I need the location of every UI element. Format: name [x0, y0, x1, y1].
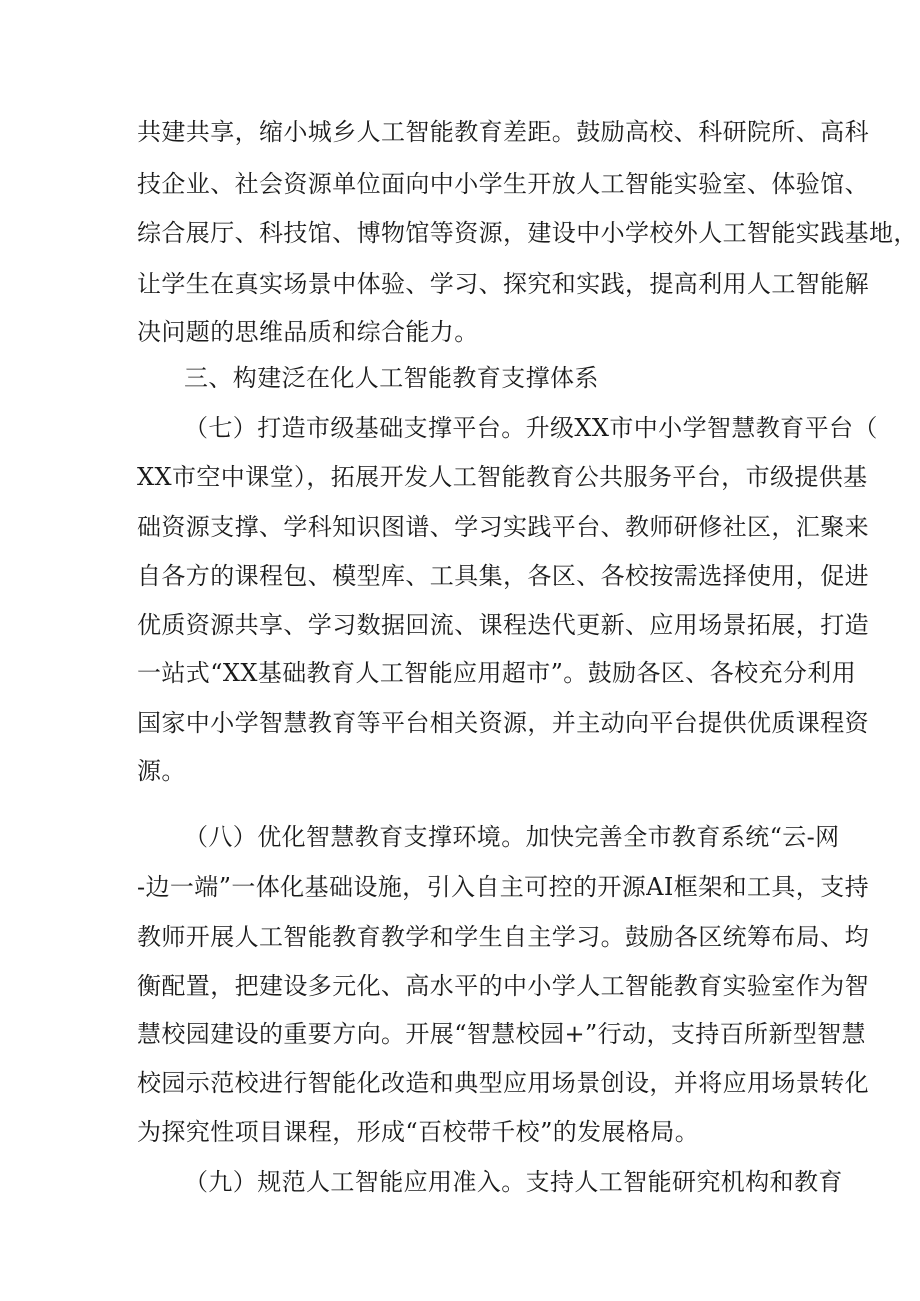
paragraph-line: 让学生在真实场景中体验、学习、探究和实践，提高利用人工智能解 [137, 270, 869, 298]
paragraph-line: 校园示范校进行智能化改造和典型应用场景创设，并将应用场景转化 [137, 1069, 869, 1097]
paragraph-line: 一站式“XX基础教育人工智能应用超市”。鼓励各区、各校充分利用 [137, 659, 857, 687]
paragraph-line: 慧校园建设的重要方向。开展“智慧校园+”行动，支持百所新型智慧 [137, 1020, 867, 1048]
paragraph-line: 优质资源共享、学习数据回流、课程迭代更新、应用场景拓展，打造 [137, 611, 869, 639]
paragraph-line: -边一端”一体化基础设施，引入自主可控的开源AI框架和工具，支持 [137, 873, 869, 901]
paragraph-line: 衡配置，把建设多元化、高水平的中小学人工智能教育实验室作为智 [137, 972, 869, 1000]
section-heading: 三、构建泛在化人工智能教育支撑体系 [184, 364, 599, 392]
paragraph-line: 础资源支撑、学科知识图谱、学习实践平台、教师研修社区，汇聚来 [137, 513, 869, 541]
paragraph-line: 为探究性项目课程，形成“百校带千校”的发展格局。 [137, 1118, 700, 1146]
paragraph-line: 国家中小学智慧教育等平台相关资源，并主动向平台提供优质课程资 [137, 709, 869, 737]
paragraph-line: 决问题的思维品质和综合能力。 [137, 318, 479, 346]
paragraph-line: XX市空中课堂），拓展开发人工智能教育公共服务平台，市级提供基 [137, 463, 868, 491]
paragraph-line: 源。 [137, 757, 186, 785]
paragraph-line: （九）规范人工智能应用准入。支持人工智能研究机构和教育 [184, 1168, 843, 1196]
paragraph-line: 技企业、社会资源单位面向中小学生开放人工智能实验室、体验馆、 [137, 170, 869, 198]
paragraph-line: （八）优化智慧教育支撑环境。加快完善全市教育系统“云-网 [184, 823, 840, 851]
paragraph-line: （七）打造市级基础支撑平台。升级XX市中小学智慧教育平台（ [184, 414, 878, 442]
paragraph-line: 自各方的课程包、模型库、工具集，各区、各校按需选择使用，促进 [137, 562, 869, 590]
paragraph-line: 教师开展人工智能教育教学和学生自主学习。鼓励各区统筹布局、均 [137, 923, 869, 951]
paragraph-line: 综合展厅、科技馆、博物馆等资源，建设中小学校外人工智能实践基地， [137, 219, 918, 247]
paragraph-line: 共建共享，缩小城乡人工智能教育差距。鼓励高校、科研院所、高科 [137, 118, 869, 146]
